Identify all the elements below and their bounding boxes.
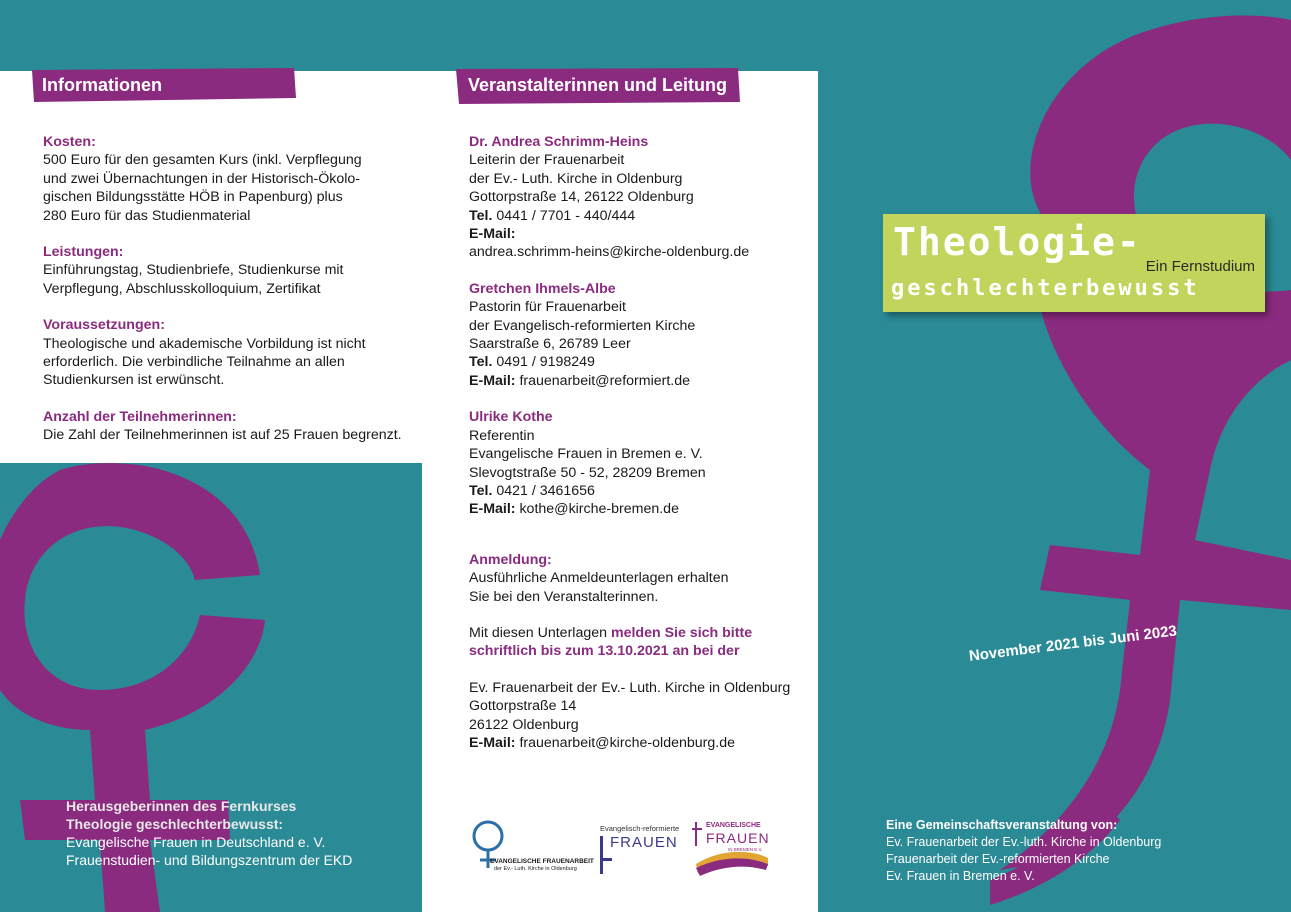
kosten-line: 280 Euro für das Studienmaterial — [43, 207, 251, 224]
herausgeberinnen-heading: Herausgeberinnen des Fernkurses — [66, 798, 297, 814]
title-box — [883, 214, 1265, 312]
herausgeberinnen-block — [66, 797, 352, 869]
tel-value: 0421 / 3461656 — [492, 482, 595, 499]
logo-reformiert-line1: Evangelisch-reformierte — [600, 824, 680, 833]
anmeldung-line: Ausführliche Anmeldeunterlagen erhalten — [469, 570, 729, 587]
person-tel — [469, 207, 809, 225]
email-link[interactable]: frauenarbeit@kirche-oldenburg.de — [515, 734, 735, 751]
anmeldung-email — [469, 734, 809, 752]
voraussetzungen-line: Studienkursen ist erwünscht. — [43, 372, 225, 389]
email-label: E-Mail: — [469, 734, 516, 751]
person-entry — [469, 133, 809, 262]
anmeldung-address-line: Gottorpstraße 14 — [469, 698, 577, 715]
email-label: E-Mail: — [469, 372, 516, 389]
voraussetzungen-line: erforderlich. Die verbindliche Teilnahme an allen — [43, 354, 345, 371]
instruction-highlight: melden Sie sich bitte — [610, 624, 753, 641]
anmeldung-address-line: Ev. Frauenarbeit der Ev.- Luth. Kirche in Oldenburg — [469, 679, 791, 696]
anmeldung-line: Sie bei den Veranstalterinnen. — [469, 588, 659, 605]
kosten-line: gischen Bildungsstätte HÖB in Papenburg) plus — [43, 189, 343, 206]
person-name: Dr. Andrea Schrimm-Heins — [469, 134, 649, 150]
logo-bremen-line3: IN BREMEN E.V. — [728, 847, 763, 852]
logo-oldenburg-line1: EVANGELISCHE FRAUENARBEIT — [490, 858, 594, 865]
logo-reformiert-line2: FRAUEN — [610, 834, 678, 851]
email-label: E-Mail: — [469, 226, 516, 243]
logo-bremen-line1: EVANGELISCHE — [706, 822, 761, 829]
instruction-text: Mit diesen Unterlagen — [469, 624, 611, 641]
person-line: Pastorin für Frauenarbeit — [469, 299, 626, 316]
person-line: der Evangelisch-reformierten Kirche — [469, 317, 696, 334]
title-line1: Theologie- — [893, 220, 1142, 264]
leistungen-heading: Leistungen: — [43, 244, 124, 261]
female-symbol-right — [1000, 16, 1291, 870]
tel-value: 0491 / 9198249 — [492, 354, 595, 371]
tel-label: Tel. — [469, 354, 493, 371]
herausgeberinnen-line: Frauenstudien- und Bildungszentrum der EKD — [66, 852, 353, 868]
anmeldung-section — [469, 551, 809, 753]
person-line: Evangelische Frauen in Bremen e. V. — [469, 446, 703, 463]
anmeldung-instruction — [469, 624, 809, 642]
person-email — [469, 372, 809, 390]
person-name: Gretchen Ihmels-Albe — [469, 280, 616, 297]
gemeinschaft-block — [886, 817, 1161, 885]
gemeinschaft-line: Ev. Frauenarbeit der Ev.-luth. Kirche in Oldenburg — [886, 835, 1162, 849]
voraussetzungen-line: Theologische und akademische Vorbildung ist nicht — [43, 335, 366, 352]
voraussetzungen-heading: Voraussetzungen: — [43, 317, 165, 334]
person-tel — [469, 353, 809, 371]
email-link[interactable]: frauenarbeit@reformiert.de — [515, 372, 690, 389]
voraussetzungen-section — [43, 316, 413, 390]
logo-reformierte-frauen — [600, 824, 680, 876]
logo-ev-frauen-bremen — [692, 820, 770, 876]
tel-value: 0441 / 7701 - 440/444 — [492, 207, 636, 224]
instruction-highlight: schriftlich bis zum 13.10.2021 an bei der — [469, 643, 740, 660]
leistungen-section — [43, 243, 413, 298]
person-line: Slevogtstraße 50 - 52, 28209 Bremen — [469, 464, 706, 481]
gemeinschaft-heading: Eine Gemeinschaftsveranstaltung von: — [886, 818, 1118, 832]
person-line: Saarstraße 6, 26789 Leer — [469, 336, 631, 353]
title-line2: geschlechterbewusst — [891, 276, 1200, 301]
person-tel — [469, 482, 809, 500]
informationen-content — [43, 133, 413, 445]
person-name: Ulrike Kothe — [469, 409, 553, 426]
kosten-line: 500 Euro für den gesamten Kurs (inkl. Verpflegung — [43, 152, 362, 169]
tel-label: Tel. — [469, 482, 493, 499]
anmeldung-heading: Anmeldung: — [469, 551, 552, 568]
email-label: E-Mail: — [469, 501, 516, 518]
teilnehmerinnen-heading: Anzahl der Teilnehmerinnen: — [43, 408, 237, 425]
person-line: Referentin — [469, 427, 535, 444]
anmeldung-address-line: 26122 Oldenburg — [469, 716, 579, 733]
teilnehmerinnen-line: Die Zahl der Teilnehmerinnen ist auf 25 Frauen begrenzt. — [43, 427, 402, 444]
email-link[interactable]: kothe@kirche-bremen.de — [515, 501, 679, 518]
veranstalterinnen-heading: Veranstalterinnen und Leitung — [468, 75, 728, 95]
person-entry — [469, 408, 809, 518]
herausgeberinnen-line: Evangelische Frauen in Deutschland e. V. — [66, 834, 326, 850]
teilnehmerinnen-section — [43, 408, 413, 445]
gemeinschaft-line: Frauenarbeit der Ev.-reformierten Kirche — [886, 852, 1110, 866]
kosten-line: und zwei Übernachtungen in der Historisch-Ökolo- — [43, 170, 361, 187]
tel-label: Tel. — [469, 207, 493, 224]
informationen-heading: Informationen — [42, 75, 162, 95]
gemeinschaft-line: Ev. Frauen in Bremen e. V. — [886, 869, 1035, 883]
logo-frauenarbeit-oldenburg — [466, 818, 594, 880]
kosten-heading: Kosten: — [43, 134, 96, 150]
person-line: der Ev.- Luth. Kirche in Oldenburg — [469, 170, 683, 187]
person-entry — [469, 280, 809, 390]
veranstalterinnen-content — [469, 133, 809, 752]
kosten-section — [43, 133, 413, 225]
person-line: Gottorpstraße 14, 26122 Oldenburg — [469, 189, 694, 206]
person-email — [469, 500, 809, 518]
logo-oldenburg-line2: der Ev.- Luth. Kirche in Oldenburg — [494, 866, 577, 872]
leistungen-line: Verpflegung, Abschlusskolloquium, Zertifikat — [43, 280, 321, 297]
veranstalterinnen-banner — [456, 68, 740, 102]
course-date: November 2021 bis Juni 2023 — [968, 622, 1178, 665]
informationen-banner — [30, 68, 298, 102]
leistungen-line: Einführungstag, Studienbriefe, Studienkurse mit — [43, 262, 344, 279]
person-line: Leiterin der Frauenarbeit — [469, 152, 625, 169]
logo-bremen-line2: FRAUEN — [706, 830, 770, 846]
email-link[interactable]: andrea.schrimm-heins@kirche-oldenburg.de — [469, 244, 750, 261]
herausgeberinnen-heading: Theologie geschlechterbewusst: — [66, 816, 284, 832]
title-subtitle: Ein Fernstudium — [1145, 258, 1255, 275]
